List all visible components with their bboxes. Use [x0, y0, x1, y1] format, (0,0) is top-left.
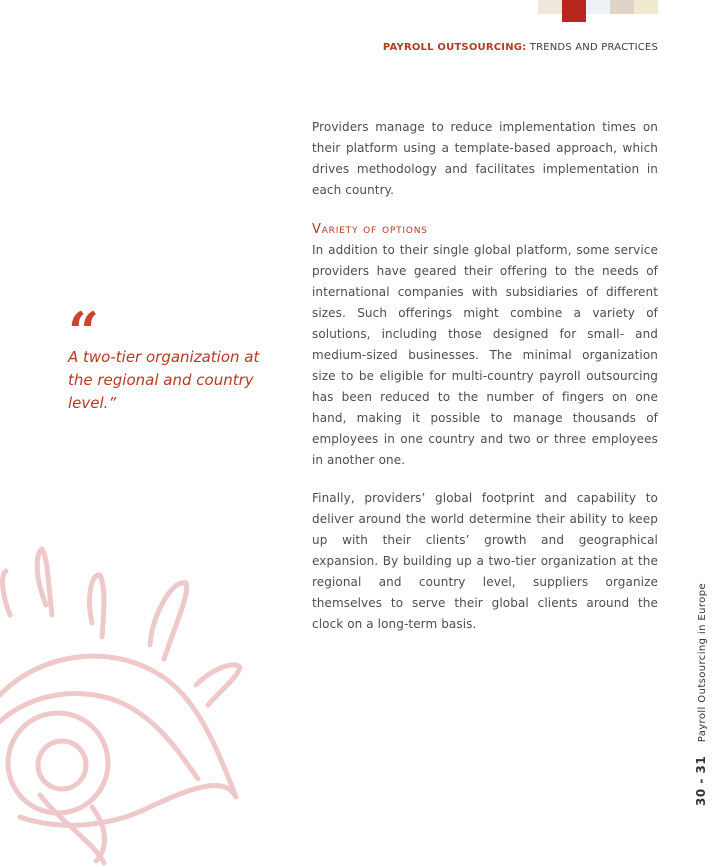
eye-lash-2: [90, 575, 104, 637]
side-footer: [694, 576, 708, 806]
eye-iris-outer: [8, 713, 108, 813]
eye-iris-inner: [38, 741, 86, 789]
eye-lash-3: [150, 583, 187, 659]
color-swatch-cream: [634, 0, 658, 14]
running-head: [383, 42, 658, 53]
quote-mark-icon: “: [68, 300, 100, 364]
eye-icon: [0, 545, 300, 867]
color-swatch-light-blue: [586, 0, 610, 14]
page-numbers: 30 - 31: [694, 755, 708, 806]
running-head-section: PAYROLL OUTSOURCING:: [382, 42, 527, 53]
paragraph-variety: In addition to their single global platform, some service providers have geared their offering to the needs of international companies with subsidiaries of different sizes. Such offerings might combine a variety of solutions, including those designed for small- and medium-sized businesses. The minimal organization size to be eligible for multi-country payroll outsourcing has been reduced to the number of fingers on one hand, making it possible to manage thousands of employees in one country and two or three employees in another one.: [312, 243, 658, 467]
paragraph-footprint: Finally, providers’ global footprint and capability to deliver around the world determine their ability to keep up with their clients’ growth and geographical expansion. By building up a two-tier organization at the regional and country level, suppliers organize themselves to serve their global clients around the clock on a long-term basis.: [312, 491, 658, 631]
color-swatch-taupe: [610, 0, 634, 14]
color-swatch-red: [562, 0, 586, 22]
paragraph-implementation: Providers manage to reduce implementation times on their platform using a template-based approach, which drives methodology and facilitates implementation in each country.: [312, 120, 658, 197]
eye-lash-1: [37, 549, 52, 615]
section-heading: Variety of options: [312, 222, 428, 237]
eye-lash-4: [196, 665, 240, 705]
eye-tear: [40, 795, 104, 863]
running-head-subtitle: TRENDS AND PRACTICES: [529, 42, 658, 53]
pull-quote: A two-tier organization at the regional and country level.”: [68, 348, 260, 412]
body-column: [312, 117, 658, 635]
publication-title: Payroll Outsourcing in Europe: [697, 583, 708, 743]
eye-lash-5: [3, 571, 10, 615]
color-swatch-beige: [538, 0, 562, 14]
